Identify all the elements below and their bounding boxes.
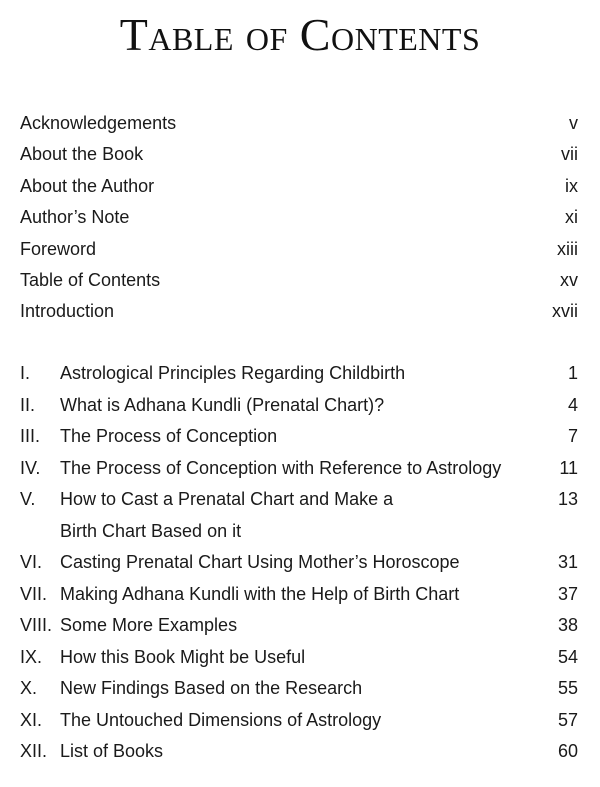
toc-entry-page: xv (560, 269, 578, 290)
chapter-title: The Process of Conception (60, 426, 278, 446)
front-matter-list (20, 108, 578, 328)
chapter-number: IX. (20, 646, 43, 667)
chapter-title: What is Adhana Kundli (Prenatal Chart)? (60, 394, 385, 415)
chapter-page: 37 (557, 583, 578, 604)
chapter-page: 57 (557, 709, 578, 730)
chapter-page: 1 (567, 363, 578, 383)
chapter-number: I. (20, 363, 31, 383)
toc-entry-introduction[interactable] (20, 296, 578, 327)
chapter-title: Some More Examples (60, 615, 238, 635)
chapter-entry-3[interactable] (20, 421, 578, 453)
chapter-title-line-1: How to Cast a Prenatal Chart and Make a (60, 489, 394, 509)
chapter-page: 55 (557, 678, 578, 698)
chapter-entry-9[interactable] (20, 642, 578, 674)
chapter-entry-4[interactable] (20, 453, 578, 485)
chapter-entry-7[interactable] (20, 579, 578, 611)
toc-entry-about-the-book[interactable] (20, 139, 578, 170)
chapter-page: 31 (557, 552, 578, 572)
toc-entry-page: xvii (552, 301, 578, 322)
chapter-number: II. (20, 394, 36, 415)
chapter-title: Astrological Principles Regarding Childbirth (60, 363, 406, 383)
chapter-title: Making Adhana Kundli with the Help of Birth Chart (60, 583, 460, 604)
chapter-page: 11 (559, 457, 578, 478)
chapter-page: 4 (567, 394, 578, 415)
chapter-entry-2[interactable] (20, 390, 578, 422)
toc-entry-label: Author’s Note (20, 207, 130, 228)
toc-entry-table-of-contents[interactable] (20, 265, 578, 296)
chapter-page: 54 (557, 646, 578, 667)
toc-entry-label: Foreword (20, 238, 97, 259)
chapter-list (20, 358, 578, 768)
toc-entry-acknowledgements[interactable] (20, 108, 578, 139)
chapter-number: XII. (20, 741, 48, 761)
chapter-number: VII. (20, 583, 48, 604)
chapter-page: 7 (567, 426, 578, 446)
chapter-title (60, 484, 528, 547)
chapter-number: VIII. (20, 615, 53, 635)
chapter-number: IV. (20, 457, 41, 478)
chapter-title-line-2: Birth Chart Based on it (60, 520, 242, 541)
chapter-title: The Process of Conception with Reference to Astrology (60, 457, 502, 478)
chapter-entry-10[interactable] (20, 673, 578, 705)
toc-entry-label: Acknowledgements (20, 113, 177, 133)
chapter-number: X. (20, 678, 38, 698)
toc-entry-page: xi (565, 207, 578, 228)
chapter-number: V. (20, 489, 36, 509)
toc-entry-authors-note[interactable] (20, 202, 578, 233)
toc-entry-label: Introduction (20, 301, 115, 322)
chapter-page: 38 (557, 615, 578, 635)
toc-entry-page: ix (565, 175, 578, 196)
chapter-title: The Untouched Dimensions of Astrology (60, 709, 382, 730)
chapter-page: 13 (557, 489, 578, 509)
toc-entry-foreword[interactable] (20, 234, 578, 265)
chapter-entry-5[interactable] (20, 484, 578, 547)
chapter-entry-1[interactable] (20, 358, 578, 390)
toc-entry-page: v (569, 113, 578, 133)
chapter-page: 60 (557, 741, 578, 761)
chapter-title: How this Book Might be Useful (60, 646, 306, 667)
toc-entry-about-the-author[interactable] (20, 171, 578, 202)
toc-entry-label: About the Author (20, 175, 155, 196)
toc-entry-page: vii (561, 144, 578, 165)
chapter-entry-8[interactable] (20, 610, 578, 642)
toc-entry-label: About the Book (20, 144, 144, 165)
toc-entry-label: Table of Contents (20, 269, 161, 290)
chapter-title: New Findings Based on the Research (60, 678, 363, 698)
toc-entry-page: xiii (557, 238, 578, 259)
page-title: Table of Contents (119, 9, 481, 60)
chapter-title: List of Books (60, 741, 164, 761)
chapter-title: Casting Prenatal Chart Using Mother’s Horoscope (60, 552, 460, 572)
chapter-number: III. (20, 426, 41, 446)
chapter-number: VI. (20, 552, 43, 572)
chapter-entry-6[interactable] (20, 547, 578, 579)
chapter-entry-11[interactable] (20, 705, 578, 737)
chapter-number: XI. (20, 709, 43, 730)
chapter-entry-12[interactable] (20, 736, 578, 768)
